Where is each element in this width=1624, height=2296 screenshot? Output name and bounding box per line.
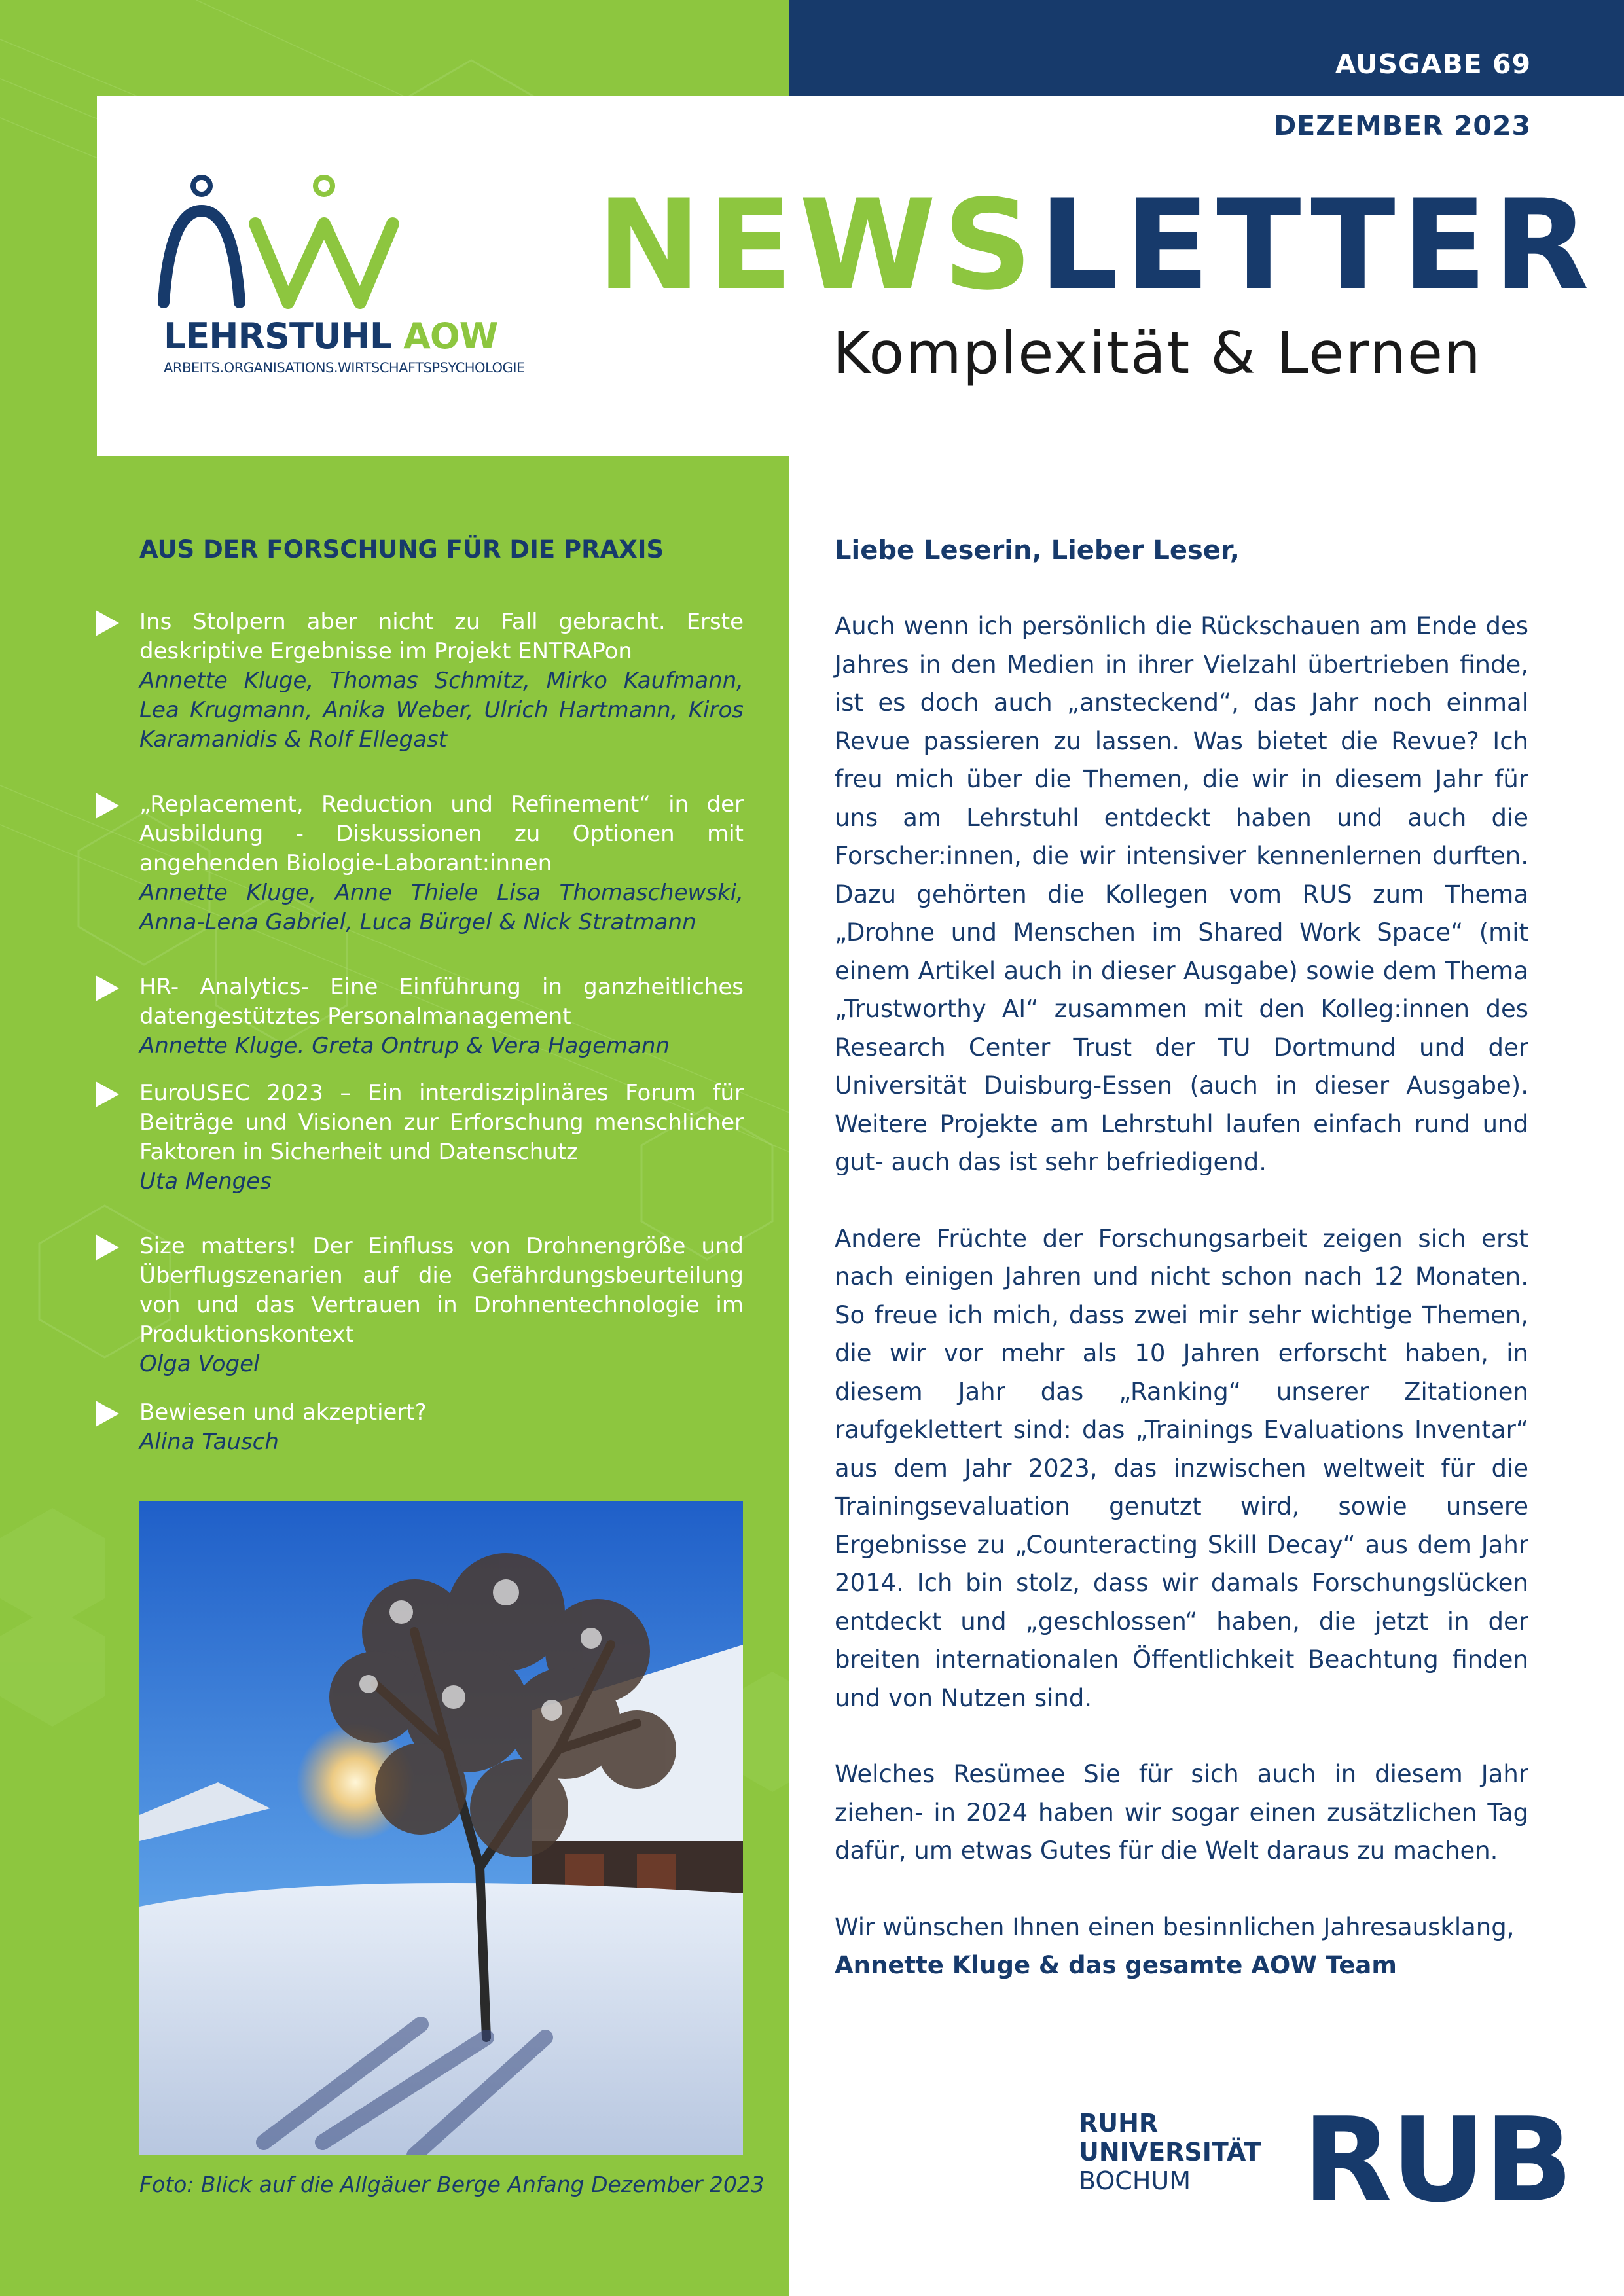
university-name-line: RUHR bbox=[1079, 2109, 1159, 2138]
toc-item[interactable] bbox=[96, 973, 744, 1061]
toc-item[interactable] bbox=[96, 790, 744, 937]
university-name-line: UNIVERSITÄT bbox=[1079, 2138, 1261, 2166]
letter-paragraph: Andere Früchte der Forschungsarbeit zeigen sich erst nach einigen Jahren und nicht schon nach 12 Monaten. So freue ich mich, dass zwei mir sehr wichtige Themen, die wir vor mehr als 10 Jahren erforscht haben, in diesem Jahr das „Ranking“ unserer Zitationen raufgeklettert sind: das „Trainings Evaluations Inventar“ aus dem Jahr 2023, das inzwischen weltweit für die Trainingsevaluation genutzt wird, sowie unsere Ergebnisse zu „Counteracting Skill Decay“ aus dem Jahr 2014. Ich bin stolz, dass wir damals Forschungslücken entdeckt und „geschlossen“ haben, die jetzt in der breiten internationalen Öffentlichkeit Beachtung finden und von Nutzen sind. bbox=[835, 1224, 1528, 1712]
newsletter-subtitle: Komplexität & Lernen bbox=[833, 319, 1482, 387]
toc-item-authors: Annette Kluge, Anne Thiele Lisa Thomaschewski, Anna-Lena Gabriel, Luca Bürgel & Nick Stratmann bbox=[139, 880, 744, 935]
toc-item-title: „Replacement, Reduction und Refinement“ in der Ausbildung - Diskussionen zu Optionen mit angehenden Biologie-Laborant:innen bbox=[139, 791, 744, 876]
aow-logo bbox=[157, 171, 524, 387]
aow-logo-icon bbox=[157, 171, 445, 322]
toc-item-authors: Uta Menges bbox=[139, 1168, 272, 1194]
letter-paragraph: Welches Resümee Sie für sich auch in diesem Jahr ziehen- in 2024 haben wir sogar einen zusätzlichen Tag dafür, um etwas Gutes für die Welt daraus zu machen. bbox=[835, 1760, 1528, 1865]
toc-item[interactable] bbox=[96, 607, 744, 755]
winter-photo bbox=[139, 1501, 743, 2155]
toc-item[interactable] bbox=[96, 1232, 744, 1379]
letter-greeting: Liebe Leserin, Lieber Leser, bbox=[835, 535, 1240, 565]
university-name-line: BOCHUM bbox=[1079, 2166, 1191, 2195]
newsletter-title: NEWSLETTER bbox=[597, 173, 1596, 317]
letter-paragraph: Auch wenn ich persönlich die Rückschauen am Ende des Jahres in den Medien in ihrer Vielzahl übertrieben finde, ist es doch auch „ansteckend“, das Jahr noch einmal Revue passieren zu lassen. Was bietet die Revue? Ich freu mich über die Themen, die wir in diesem Jahr für uns am Lehrstuhl entdeckt haben und auch die Forscher:innen, die wir intensiver kennenlernen durften. Dazu gehörten die Kollegen vom RUS zum Thema „Drohne und Menschen im Shared Work Space“ (mit einem Artikel auch in dieser Ausgabe) sowie dem Thema „Trustworthy AI“ zusammen mit den Kolleg:innen des Research Center Trust der TU Dortmund und der Universität Duisburg-Essen (auch in dieser Ausgabe). Weitere Projekte am Lehrstuhl laufen einfach rund und gut- auch das ist sehr befriedigend. bbox=[835, 612, 1528, 1176]
arrow-icon bbox=[96, 793, 119, 819]
toc-item[interactable] bbox=[96, 1079, 744, 1196]
issue-bar bbox=[789, 0, 1624, 96]
toc-item-title: Size matters! Der Einfluss von Drohnengröße und Überflugszenarien auf die Gefährdungsbeurteilung von und das Vertrauen in Drohnentechnologie im Produktionskontext bbox=[139, 1233, 744, 1348]
issue-date: DEZEMBER 2023 bbox=[1274, 110, 1531, 141]
photo-caption: Foto: Blick auf die Allgäuer Berge Anfang Dezember 2023 bbox=[139, 2172, 765, 2197]
toc-item[interactable] bbox=[96, 1398, 744, 1457]
logo-subtitle: ARBEITS.ORGANISATIONS.WIRTSCHAFTSPSYCHOLOGIE bbox=[164, 360, 525, 376]
issue-number: AUSGABE 69 bbox=[1335, 48, 1531, 80]
toc-item-title: Bewiesen und akzeptiert? bbox=[139, 1399, 427, 1426]
arrow-icon bbox=[96, 1081, 119, 1107]
arrow-icon bbox=[96, 1401, 119, 1427]
toc-item-authors: Annette Kluge. Greta Ontrup & Vera Hagemann bbox=[139, 1033, 670, 1059]
logo-wordmark: LEHRSTUHL AOW bbox=[164, 315, 498, 357]
toc-item-authors: Alina Tausch bbox=[139, 1429, 279, 1455]
toc-item-title: Ins Stolpern aber nicht zu Fall gebracht. Erste deskriptive Ergebnisse im Projekt ENTRAPon bbox=[139, 609, 744, 664]
rub-logo: RUB bbox=[1303, 2092, 1572, 2228]
winter-tree-image bbox=[139, 1501, 743, 2155]
toc-item-authors: Annette Kluge, Thomas Schmitz, Mirko Kaufmann, Lea Krugmann, Anika Weber, Ulrich Hartmann, Kiros Karamanidis & Rolf Ellegast bbox=[139, 668, 744, 753]
letter-closing: Wir wünschen Ihnen einen besinnlichen Jahresausklang, bbox=[835, 1912, 1515, 1941]
letter-body bbox=[835, 607, 1528, 1985]
letter-signature: Annette Kluge & das gesamte AOW Team bbox=[835, 1951, 1397, 1979]
arrow-icon bbox=[96, 975, 119, 1001]
toc-item-authors: Olga Vogel bbox=[139, 1351, 260, 1377]
arrow-icon bbox=[96, 1234, 119, 1261]
toc-item-title: HR- Analytics- Eine Einführung in ganzheitliches datengestütztes Personalmanagement bbox=[139, 974, 744, 1030]
toc-item-title: EuroUSEC 2023 – Ein interdisziplinäres Forum für Beiträge und Visionen zur Erforschung menschlicher Faktoren in Sicherheit und Datenschutz bbox=[139, 1080, 744, 1165]
toc-heading: AUS DER FORSCHUNG FÜR DIE PRAXIS bbox=[139, 535, 664, 564]
arrow-icon bbox=[96, 610, 119, 636]
university-name bbox=[1079, 2109, 1261, 2195]
